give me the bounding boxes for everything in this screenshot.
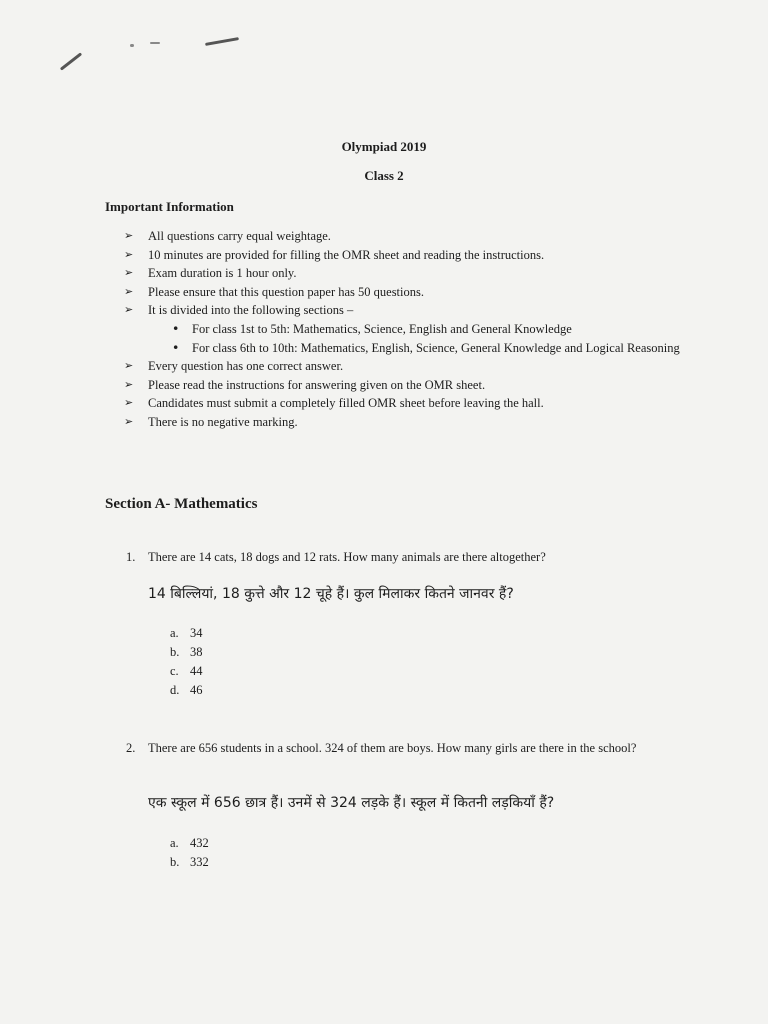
- info-item: ➢ Candidates must submit a completely filled OMR sheet before leaving the hall.: [124, 394, 684, 413]
- answer-option: c. 44: [170, 664, 203, 678]
- info-item: ➢ Please ensure that this question paper has 50 questions.: [124, 283, 684, 302]
- info-item: ➢ There is no negative marking.: [124, 413, 684, 432]
- arrow-bullet-icon: ➢: [124, 377, 134, 391]
- arrow-bullet-icon: ➢: [124, 229, 134, 242]
- arrow-bullet-icon: ➢: [124, 303, 134, 317]
- info-item: ➢ 10 minutes are provided for filling the OMR sheet and reading the instructions.: [124, 246, 684, 265]
- sections-sublist: [148, 320, 684, 357]
- arrow-bullet-icon: ➢: [124, 247, 134, 261]
- arrow-bullet-icon: ➢: [124, 266, 134, 280]
- info-item: ➢ All questions carry equal weightage.: [124, 227, 684, 246]
- dot-bullet-icon: •: [172, 320, 180, 336]
- question-text: 2. There are 656 students in a school. 324 of them are boys. How many girls are there in the school?: [126, 741, 637, 755]
- answer-option: b. 332: [170, 855, 209, 869]
- pen-mark: [150, 42, 160, 44]
- sub-item: • For class 1st to 5th: Mathematics, Science, English and General Knowledge: [148, 320, 684, 339]
- answer-option: a. 432: [170, 836, 209, 850]
- info-item: ➢ Every question has one correct answer.: [124, 357, 684, 376]
- pen-mark: [130, 44, 134, 47]
- arrow-bullet-icon: ➢: [124, 359, 134, 373]
- sub-item: • For class 6th to 10th: Mathematics, English, Science, General Knowledge and Logical Reasoning: [148, 339, 684, 358]
- arrow-bullet-icon: ➢: [124, 284, 134, 298]
- answer-option: d. 46: [170, 683, 203, 697]
- info-item: ➢ Exam duration is 1 hour only.: [124, 264, 684, 283]
- question-text: 1. There are 14 cats, 18 dogs and 12 rats. How many animals are there altogether?: [126, 550, 546, 564]
- pen-mark: [60, 52, 82, 70]
- question-hindi-text: 14 बिल्लियां, 18 कुत्ते और 12 चूहे हैं। कुल मिलाकर कितने जानवर हैं?: [148, 586, 514, 602]
- answer-options: [170, 834, 209, 872]
- info-item: ➢ It is divided into the following sections – • For class 1st to 5th: Mathematics, Science, English and General Knowledge • For class 6th to 10th: Mathematics, English, Science, General Knowledge and Logical Reasoning: [124, 301, 684, 357]
- question-number: 1.: [126, 550, 136, 564]
- info-heading: Important Information: [105, 199, 234, 214]
- answer-option: b. 38: [170, 645, 203, 659]
- question-hindi-text: एक स्कूल में 656 छात्र हैं। उनमें से 324 लड़के हैं। स्कूल में कितनी लड़कियाँ हैं?: [148, 795, 555, 811]
- info-item: ➢ Please read the instructions for answering given on the OMR sheet.: [124, 376, 684, 395]
- dot-bullet-icon: •: [172, 339, 180, 355]
- exam-title: Olympiad 2019: [341, 139, 427, 154]
- question-number: 2.: [126, 741, 136, 755]
- answer-options: [170, 624, 203, 700]
- answer-option: a. 34: [170, 626, 203, 640]
- section-heading: Section A- Mathematics: [105, 496, 258, 512]
- exam-class: Class 2: [364, 168, 404, 183]
- info-list: [124, 227, 684, 432]
- pen-mark: [205, 37, 239, 46]
- arrow-bullet-icon: ➢: [124, 414, 134, 428]
- arrow-bullet-icon: ➢: [124, 396, 134, 410]
